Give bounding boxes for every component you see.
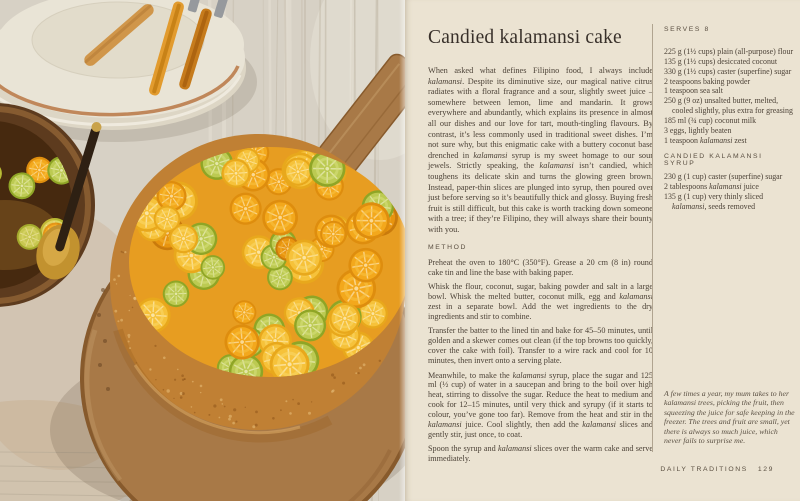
ingredients-sidebar xyxy=(664,26,797,212)
method-step: Meanwhile, to make the kalamansi syrup, place the sugar and 125 ml (½ cup) of water in a saucepan and bring to the boil over high heat, stirring to dissolve the sugar. Reduce the heat to medium and cook for 12–15 minutes, until very thick and syrupy (if it starts to colour, you’ve gone too far). Remove from the heat and stir in the kalamansi juice. Cool slightly, then add the kalamansi slices and gently stir, just once, to coat. xyxy=(428,370,653,439)
syrup-heading: CANDIED KALAMANSI SYRUP xyxy=(664,153,763,168)
ingredient-item: 1 teaspoon kalamansi zest xyxy=(664,135,747,145)
ingredient-item: 330 g (1½ cups) caster (superfine) sugar xyxy=(664,66,792,76)
method-heading: METHOD xyxy=(428,244,468,251)
method-step: Spoon the syrup and kalamansi slices over the warm cake and serve immediately. xyxy=(428,444,653,464)
method-section xyxy=(428,244,653,469)
ingredient-item: 2 tablespoons kalamansi juice xyxy=(664,182,759,192)
ingredient-item: 2 teaspoons baking powder xyxy=(664,76,751,86)
author-note: A few times a year, my mum takes to her kalamansi trees, picking the fruit, then squeezing the juice for safe keeping in the freezer. The trees and fruit are small, yet there is always so much juice, which never fails to surprise me. xyxy=(664,389,795,446)
ingredients-list xyxy=(664,47,797,145)
recipe-page xyxy=(405,0,800,501)
ingredient-item: 1 teaspoon sea salt xyxy=(664,86,723,96)
recipe-title: Candied kalamansi cake xyxy=(428,27,622,48)
ingredient-item: 185 ml (¾ cup) coconut milk xyxy=(664,115,757,125)
syrup-ingredients-list xyxy=(664,172,797,211)
page-footer xyxy=(660,466,774,473)
section-label: DAILY TRADITIONS xyxy=(660,466,748,473)
ingredient-item: 230 g (1 cup) caster (superfine) sugar xyxy=(664,172,783,182)
column-divider xyxy=(652,24,653,452)
ingredient-item: 135 g (1 cup) very thinly sliced kalamansi, seeds removed xyxy=(664,192,764,211)
method-step: Transfer the batter to the lined tin and bake for 45–50 minutes, until golden and a skewer comes out clean (if the top browns too quickly, cover the cake with foil). Transfer to a wire rack and cool for 10 minutes, then invert onto a serving plate. xyxy=(428,326,653,366)
ingredient-item: 135 g (1½ cups) desiccated coconut xyxy=(664,56,778,66)
serves-heading: SERVES 8 xyxy=(664,26,710,33)
method-step: Preheat the oven to 180°C (350°F). Grease a 20 cm (8 in) round cake tin and line the base with baking paper. xyxy=(428,258,653,277)
ingredient-item: 3 eggs, lightly beaten xyxy=(664,125,732,135)
spoon-gold-cap xyxy=(92,122,102,132)
ingredient-item: 250 g (9 oz) unsalted butter, melted, cooled slightly, plus extra for greasing xyxy=(664,96,793,116)
ingredient-item: 225 g (1½ cups) plain (all-purpose) flour xyxy=(664,47,794,56)
recipe-introduction: When asked what defines Filipino food, I always include kalamansi. Despite its diminutive size, our magical native citrus radiates with a floral fragrance and a sour, slightly sweet juice – somewhere between lemon, lime and mandarin. It grows everywhere and abundantly, which explains its presence in almost all our dishes and our love for tart, mouth-tingling flavours. By contrast, it’s less commonly used in traditional sweet dishes. I’m not sure why, but this enigmatic cake with a buttery coconut base drenched in kalamansi syrup is my sweet homage to our sour jewels. Strictly speaking, the kalamansi isn’t candied, which toughens its delicate skin and turns the glowing green brown. Instead, paper-thin slices are plunged into syrup, then poured over just before serving so it’s beautifully thick and glossy. Buying fresh fruit is still difficult, but this cake is worth tracking down someone with a tree; if they’re Filipino, they will always share their bounty with you. xyxy=(428,66,653,234)
method-step: Whisk the flour, coconut, sugar, baking powder and salt in a large bowl. Whisk the melted butter, coconut milk, egg and kalamansi zest in a separate bowl. Add the wet ingredients to the dry ingredients and stir to combine. xyxy=(428,282,653,322)
page-number: 129 xyxy=(757,466,774,473)
